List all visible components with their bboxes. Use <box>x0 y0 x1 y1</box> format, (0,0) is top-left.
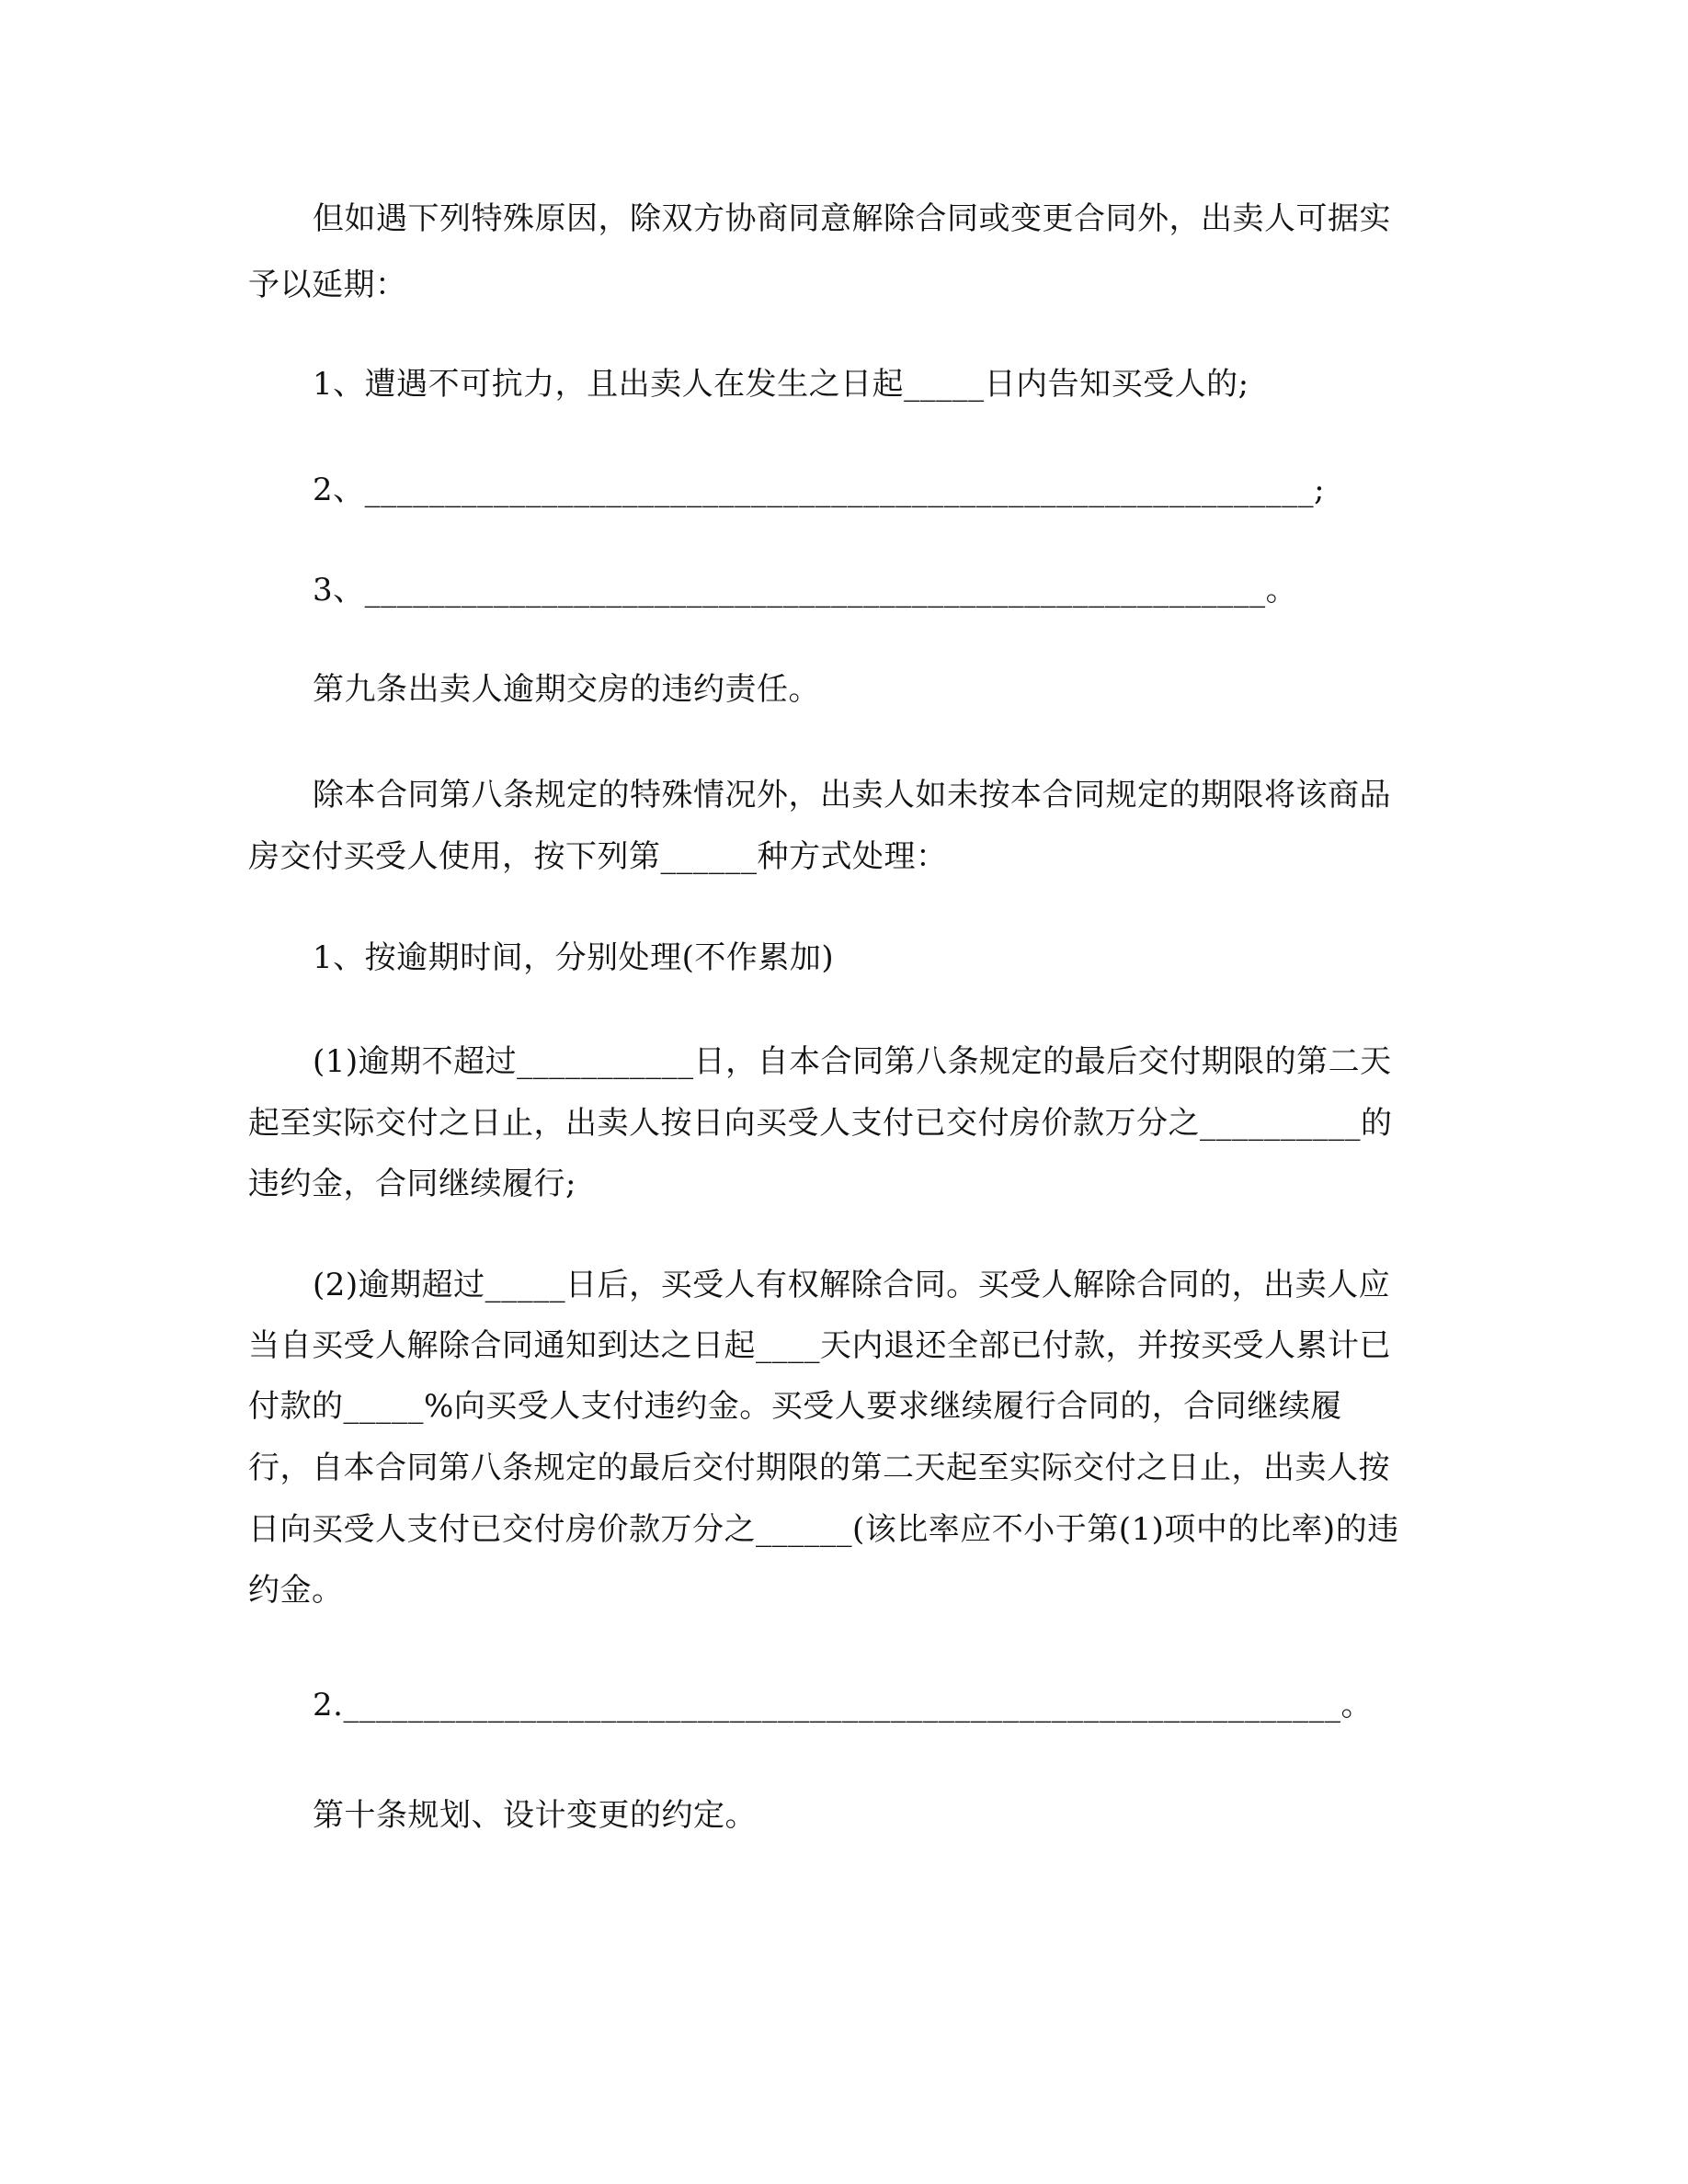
clause-1-line-3: 违约金，合同继续履行; <box>248 1166 576 1202</box>
item-by-overdue-time: 1、按逾期时间，分别处理(不作累加) <box>313 939 835 976</box>
clause-2-line-3: 付款的_____%向买受人支付违约金。买受人要求继续履行合同的，合同继续履 <box>248 1388 1342 1425</box>
item-blank-3: 3、________________________________________________________。 <box>313 572 1298 609</box>
item-blank-2-dot: 2.______________________________________________________________。 <box>313 1687 1373 1723</box>
paragraph-special-reasons-line-2: 予以延期： <box>248 267 407 303</box>
clause-1-line-2: 起至实际交付之日止，出卖人按日向买受人支付已交付房价款万分之__________的 <box>248 1105 1393 1142</box>
article-9-heading: 第九条出卖人逾期交房的违约责任。 <box>313 671 820 708</box>
clause-2-line-1: (2)逾期超过_____日后，买受人有权解除合同。买受人解除合同的，出卖人应 <box>313 1267 1391 1303</box>
article-10-heading: 第十条规划、设计变更的约定。 <box>313 1797 757 1834</box>
item-force-majeure: 1、遭遇不可抗力，且出卖人在发生之日起_____日内告知买受人的; <box>313 366 1249 403</box>
clause-2-line-4: 行，自本合同第八条规定的最后交付期限的第二天起至实际交付之日止，出卖人按 <box>248 1450 1390 1486</box>
paragraph-overdue-line-1: 除本合同第八条规定的特殊情况外，出卖人如未按本合同规定的期限将该商品 <box>313 777 1391 813</box>
clause-1-line-1: (1)逾期不超过___________日，自本合同第八条规定的最后交付期限的第二天 <box>313 1043 1392 1080</box>
paragraph-special-reasons-line-1: 但如遇下列特殊原因，除双方协商同意解除合同或变更合同外，出卖人可据实 <box>313 200 1391 237</box>
clause-2-line-2: 当自买受人解除合同通知到达之日起____天内退还全部已付款，并按买受人累计已 <box>248 1327 1391 1364</box>
clause-2-line-6: 约金。 <box>248 1572 344 1609</box>
item-blank-2: 2、___________________________________________________________; <box>313 472 1326 508</box>
paragraph-overdue-line-2: 房交付买受人使用，按下列第______种方式处理： <box>248 838 948 875</box>
clause-2-line-5: 日向买受人支付已交付房价款万分之______(该比率应不小于第(1)项中的比率)的违 <box>248 1511 1399 1548</box>
